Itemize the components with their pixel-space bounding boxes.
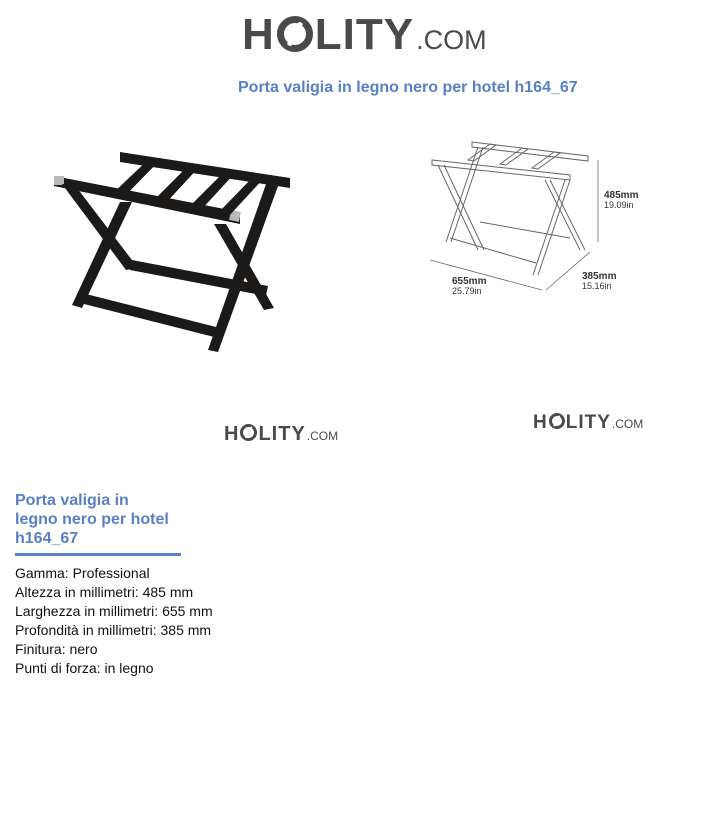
logo-o-icon <box>549 413 565 429</box>
spec-label: Larghezza in millimetri <box>15 603 155 619</box>
spec-item: Altezza in millimetri: 485 mm <box>15 584 194 600</box>
spec-value: 485 mm <box>142 584 194 600</box>
logo-letter-h: H <box>533 412 548 433</box>
height-in-label: 19.09in <box>604 200 634 210</box>
width-in-label: 25.79in <box>452 286 482 296</box>
height-mm-label: 485mm <box>604 190 639 201</box>
spec-item: Gamma: Professional <box>15 565 150 581</box>
spec-value: nero <box>69 641 98 657</box>
spec-label: Finitura <box>15 641 62 657</box>
page-subtitle: Porta valigia in legno nero per hotel h164_67 <box>238 79 578 96</box>
spec-value: Professional <box>72 565 150 581</box>
logo-domain: .COM <box>416 25 487 55</box>
spec-item: Profondità in millimetri: 385 mm <box>15 622 212 638</box>
spec-value: 385 mm <box>160 622 212 638</box>
product-photo <box>40 140 310 370</box>
logo-o-icon <box>240 424 257 441</box>
logo-letters: LITY <box>258 423 306 445</box>
title-divider <box>15 553 181 556</box>
holity-logo-photo <box>224 423 338 446</box>
spec-item: Larghezza in millimetri: 655 mm <box>15 603 213 619</box>
product-title: Porta valigia in legno nero per hotel h164_67 <box>15 492 169 547</box>
holity-logo <box>242 10 487 60</box>
spec-item: Punti di forza: in legno <box>15 660 154 676</box>
spec-value: 655 mm <box>162 603 213 619</box>
spec-item: Finitura: nero <box>15 641 98 657</box>
logo-letter-h: H <box>224 423 240 445</box>
logo-domain: .COM <box>611 417 644 431</box>
spec-label: Altezza in millimetri <box>15 584 135 600</box>
depth-mm-label: 385mm <box>582 271 617 282</box>
logo-domain: .COM <box>306 429 339 443</box>
logo-letter-h: H <box>242 10 275 59</box>
holity-logo-drawing <box>533 412 643 434</box>
logo-letters: LITY <box>314 10 415 59</box>
spec-label: Profondità in millimetri <box>15 622 153 638</box>
width-mm-label: 655mm <box>452 276 487 287</box>
logo-letters: LITY <box>565 412 611 433</box>
spec-label: Punti di forza <box>15 660 97 676</box>
depth-in-label: 15.16in <box>582 281 612 291</box>
dimension-drawing <box>420 130 650 300</box>
spec-value: in legno <box>104 660 154 676</box>
spec-list <box>15 564 213 678</box>
spec-label: Gamma <box>15 565 65 581</box>
logo-o-icon <box>277 16 313 52</box>
